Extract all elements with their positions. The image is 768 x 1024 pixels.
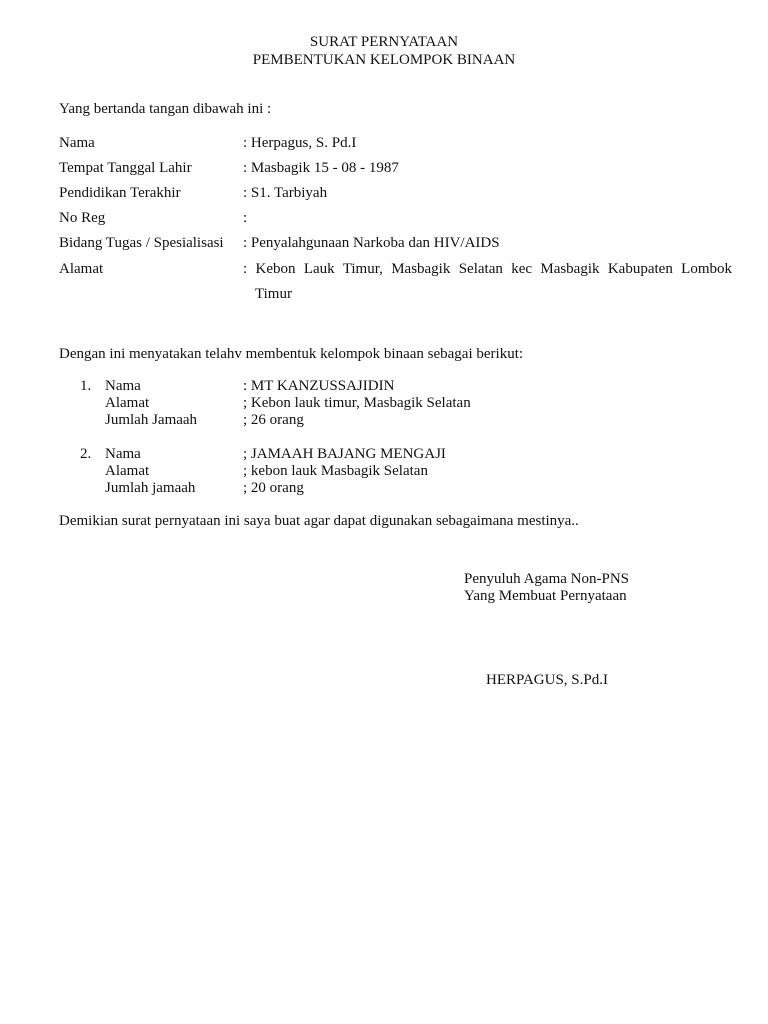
signature-caption: Yang Membuat Pernyataan: [464, 588, 627, 604]
document-title: SURAT PERNYATAAN: [309, 34, 459, 50]
document-subtitle: PEMBENTUKAN KELOMPOK BINAAN: [252, 52, 516, 68]
group-label-jumlah: Jumlah jamaah: [105, 480, 196, 496]
group-label-alamat: Alamat: [105, 395, 150, 411]
group-label-nama: Nama: [105, 446, 141, 462]
identity-label-nama: Nama: [59, 135, 95, 151]
group-value-jumlah: ; 26 orang: [243, 412, 304, 428]
group-label-alamat: Alamat: [105, 463, 150, 479]
identity-value-alamat-line2: Timur: [255, 286, 292, 302]
identity-label-bidang: Bidang Tugas / Spesialisasi: [59, 235, 224, 251]
identity-value-bidang: : Penyalahgunaan Narkoba dan HIV/AIDS: [243, 235, 500, 251]
identity-value-pendidikan: : S1. Tarbiyah: [243, 185, 328, 201]
identity-label-ttl: Tempat Tanggal Lahir: [59, 160, 192, 176]
group-value-nama: : MT KANZUSSAJIDIN: [243, 378, 395, 394]
identity-value-ttl: : Masbagik 15 - 08 - 1987: [243, 160, 399, 176]
identity-label-alamat: Alamat: [59, 261, 104, 277]
group-number: 1.: [80, 378, 92, 394]
intro-text: Yang bertanda tangan dibawah ini :: [59, 101, 272, 117]
group-value-jumlah: ; 20 orang: [243, 480, 304, 496]
group-number: 2.: [80, 446, 92, 462]
group-value-nama: ; JAMAAH BAJANG MENGAJI: [243, 446, 446, 462]
identity-label-pendidikan: Pendidikan Terakhir: [59, 185, 181, 201]
identity-value-noreg: :: [243, 210, 248, 226]
identity-value-alamat-line1: : Kebon Lauk Timur, Masbagik Selatan kec Masbagik Kabupaten Lombok: [243, 261, 732, 277]
group-value-alamat: ; kebon lauk Masbagik Selatan: [243, 463, 428, 479]
group-label-jumlah: Jumlah Jamaah: [105, 412, 198, 428]
identity-value-nama: : Herpagus, S. Pd.I: [243, 135, 357, 151]
signature-name: HERPAGUS, S.Pd.I: [486, 672, 608, 688]
closing-text: Demikian surat pernyataan ini saya buat agar dapat digunakan sebagaimana mestinya..: [59, 513, 579, 529]
statement-text: Dengan ini menyatakan telahv membentuk kelompok binaan sebagai berikut:: [59, 346, 524, 362]
signature-role: Penyuluh Agama Non-PNS: [464, 571, 629, 587]
group-value-alamat: ; Kebon lauk timur, Masbagik Selatan: [243, 395, 471, 411]
identity-label-noreg: No Reg: [59, 210, 106, 226]
group-label-nama: Nama: [105, 378, 141, 394]
